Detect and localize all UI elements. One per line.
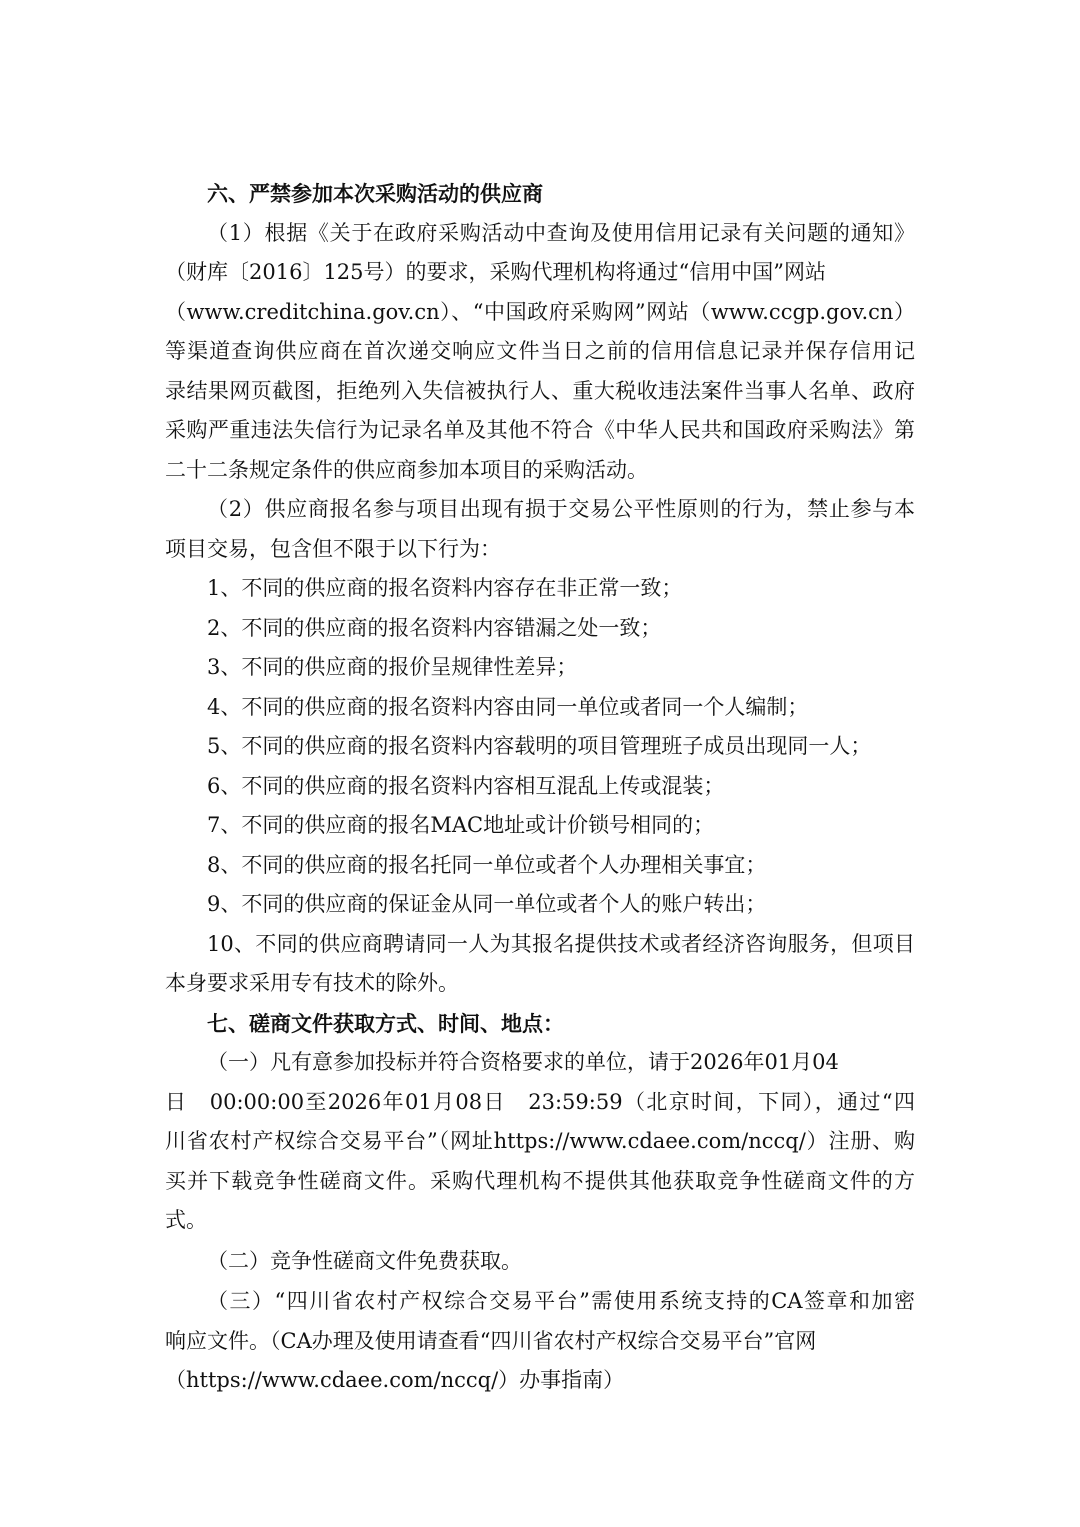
- list-item: 4、不同的供应商的报名资料内容由同一单位或者同一个人编制；: [207, 694, 809, 719]
- list-item: 1、不同的供应商的报名资料内容存在非正常一致；: [207, 576, 683, 600]
- paragraph-line: （二）竞争性磋商文件免费获取。: [207, 1248, 522, 1273]
- list-item: 10、不同的供应商聘请同一人为其报名提供技术或者经济咨询服务，但项目: [207, 931, 915, 956]
- list-item: 6、不同的供应商的报名资料内容相互混乱上传或混装；: [207, 773, 725, 798]
- paragraph-line: （财库〔2016〕125号）的要求，采购代理机构将通过“信用中国”网站: [165, 260, 826, 284]
- paragraph-line: 川省农村产权综合交易平台”（网址https://www.cdaee.com/nccq/）注册、购: [165, 1129, 915, 1153]
- list-item: 8、不同的供应商的报名托同一单位或者个人办理相关事宜；: [207, 852, 767, 877]
- list-item: 9、不同的供应商的保证金从同一单位或者个人的账户转出；: [207, 892, 767, 916]
- paragraph-line: （2）供应商报名参与项目出现有损于交易公平性原则的行为，禁止参与本: [207, 497, 915, 521]
- paragraph-line: 式。: [165, 1208, 207, 1232]
- paragraph-line: （1）根据《关于在政府采购活动中查询及使用信用记录有关问题的通知》: [207, 220, 915, 245]
- paragraph-line: （https://www.cdaee.com/nccq/）办事指南）: [165, 1368, 625, 1392]
- paragraph-line: 等渠道查询供应商在首次递交响应文件当日之前的信用信息记录并保存信用记: [165, 339, 915, 363]
- list-item: 5、不同的供应商的报名资料内容载明的项目管理班子成员出现同一人；: [207, 734, 872, 758]
- paragraph-line: 日 00:00:00至2026年01月08日 23:59:59（北京时间，下同），通过“四: [165, 1089, 915, 1114]
- section-heading-7: 七、磋商文件获取方式、时间、地点：: [207, 1010, 564, 1036]
- paragraph-line: （www.creditchina.gov.cn）、“中国政府采购网”网站（www.ccgp.gov.cn）: [165, 299, 915, 324]
- paragraph-line: 响应文件。（CA办理及使用请查看“四川省农村产权综合交易平台”官网: [165, 1328, 817, 1353]
- paragraph-line: 买并下载竞争性磋商文件。采购代理机构不提供其他获取竞争性磋商文件的方: [165, 1168, 915, 1193]
- list-item: 7、不同的供应商的报名MAC地址或计价锁号相同的；: [207, 813, 715, 837]
- paragraph-line: （三）“四川省农村产权综合交易平台”需使用系统支持的CA签章和加密: [207, 1289, 915, 1313]
- paragraph-line: 项目交易，包含但不限于以下行为：: [165, 536, 501, 561]
- paragraph-line: （一）凡有意参加投标并符合资格要求的单位，请于2026年01月04: [207, 1050, 839, 1074]
- paragraph-line: 采购严重违法失信行为记录名单及其他不符合《中华人民共和国政府采购法》第: [165, 418, 915, 442]
- list-item: 2、不同的供应商的报名资料内容错漏之处一致；: [207, 615, 662, 640]
- paragraph-line: 录结果网页截图，拒绝列入失信被执行人、重大税收违法案件当事人名单、政府: [165, 378, 915, 403]
- list-item: 3、不同的供应商的报价呈规律性差异；: [207, 655, 578, 679]
- list-item-continued: 本身要求采用专有技术的除外。: [165, 971, 459, 995]
- section-heading-6: 六、严禁参加本次采购活动的供应商: [207, 181, 543, 206]
- paragraph-line: 二十二条规定条件的供应商参加本项目的采购活动。: [165, 457, 648, 482]
- document-page: [165, 174, 915, 1401]
